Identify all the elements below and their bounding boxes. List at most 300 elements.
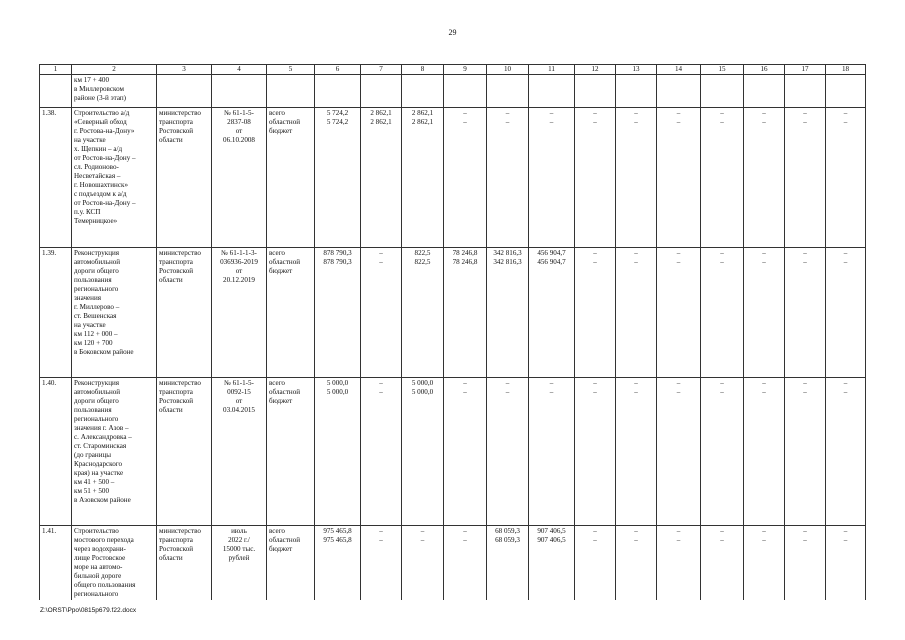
funding-source-line: всего	[269, 527, 285, 535]
object-name-line: бильной дороге	[74, 572, 122, 580]
column-number: 16	[744, 65, 785, 75]
value-cell	[444, 108, 487, 248]
column-number: 11	[529, 65, 575, 75]
object-name-line: г. Миллерово –	[74, 303, 120, 311]
value: –	[803, 379, 807, 387]
value: –	[549, 109, 554, 117]
value: –	[803, 249, 807, 257]
value-cell	[444, 526, 487, 601]
value: 822,5	[414, 249, 431, 257]
value-cell	[402, 108, 444, 248]
value: –	[843, 388, 848, 396]
column-number: 14	[657, 65, 701, 75]
value: –	[762, 527, 766, 535]
funding-source-line: областной	[269, 536, 301, 544]
empty-cell	[744, 75, 785, 108]
value-cell	[361, 526, 402, 601]
value: –	[593, 118, 597, 126]
document-ref-line: 20.12.2019	[223, 276, 255, 284]
column-number: 9	[444, 65, 487, 75]
column-number: 1	[40, 65, 72, 75]
value: –	[803, 527, 807, 535]
object-name-line: (до границы	[74, 451, 112, 459]
value: –	[762, 109, 766, 117]
object-name-line: пользования	[74, 406, 112, 414]
customer	[157, 378, 212, 526]
empty-cell	[444, 75, 487, 108]
value: –	[505, 379, 510, 387]
table-row	[40, 108, 866, 248]
document-ref-line: от	[235, 267, 243, 275]
value: –	[720, 527, 724, 535]
continued-name-line: км 17 + 400	[74, 76, 109, 84]
value-cell	[315, 248, 361, 378]
value: –	[762, 388, 766, 396]
value-cell	[529, 526, 575, 601]
value: 975 465,8	[323, 527, 352, 535]
value-cell	[657, 248, 701, 378]
value: –	[463, 527, 467, 535]
value: 878 790,3	[323, 249, 352, 257]
document-ref	[212, 378, 267, 526]
object-name-line: г. Ростова-на-Дону»	[74, 127, 135, 135]
value: 975 465,8	[323, 536, 352, 544]
empty-cell	[826, 75, 866, 108]
value: –	[676, 258, 681, 266]
empty-cell	[529, 75, 575, 108]
value: –	[549, 379, 554, 387]
value: –	[720, 109, 724, 117]
object-name-line: дороги общего	[74, 397, 119, 405]
customer-line: Ростовской	[159, 267, 194, 275]
value: –	[720, 536, 724, 544]
value-cell	[575, 378, 616, 526]
object-name	[72, 108, 157, 248]
value-cell	[575, 108, 616, 248]
empty-cell	[402, 75, 444, 108]
value-cell	[575, 526, 616, 601]
object-name-line: Реконструкция	[74, 379, 120, 387]
value-cell	[444, 378, 487, 526]
customer-line: Ростовской	[159, 127, 194, 135]
value: –	[593, 388, 597, 396]
value: 907 406,5	[537, 536, 566, 544]
value-cell	[785, 526, 826, 601]
object-name-line: пользования	[74, 276, 112, 284]
page-number: 29	[448, 28, 457, 37]
value: –	[803, 258, 807, 266]
object-name-line: км 120 + 700	[74, 339, 113, 347]
value: –	[676, 527, 681, 535]
object-name-line: км 41 + 500 –	[74, 478, 115, 486]
object-name-line: на участке	[74, 136, 106, 144]
object-name-line: ст. Вешенская	[74, 312, 117, 320]
value-cell	[402, 378, 444, 526]
column-number: 10	[487, 65, 529, 75]
customer-line: области	[159, 136, 183, 144]
value-cell	[785, 248, 826, 378]
object-name-line: на участке	[74, 321, 106, 329]
object-name-line: значения г. Азов –	[74, 424, 129, 432]
document-ref-line: июль	[231, 527, 247, 535]
customer-line: министерство	[159, 109, 201, 117]
object-name-line: лище Ростовское	[74, 554, 126, 562]
object-name-line: через водохрани-	[74, 545, 126, 553]
object-name-line: мостового перехода	[74, 536, 134, 544]
value-cell	[744, 378, 785, 526]
empty-cell	[361, 75, 402, 108]
value-cell	[529, 108, 575, 248]
object-name-line: регионального	[74, 590, 119, 598]
column-number: 13	[616, 65, 657, 75]
value: –	[593, 536, 597, 544]
funding-source-line: всего	[269, 249, 285, 257]
object-name-line: регионального	[74, 415, 119, 423]
document-ref-line: от	[235, 397, 243, 405]
empty-cell	[575, 75, 616, 108]
customer-line: Ростовской	[159, 397, 194, 405]
value: –	[549, 118, 554, 126]
object-name-line: значения	[74, 294, 102, 302]
value-cell	[826, 526, 866, 601]
column-number: 18	[826, 65, 866, 75]
value: –	[803, 388, 807, 396]
value: 68 059,3	[495, 536, 520, 544]
value: 2 862,1	[411, 118, 434, 126]
value: –	[634, 388, 638, 396]
value: –	[803, 536, 807, 544]
document-ref-line: 036936-2019	[220, 258, 258, 266]
document-ref-line: 06.10.2008	[223, 136, 255, 144]
object-name-line: Строительство	[74, 527, 119, 535]
value-cell	[529, 378, 575, 526]
value: –	[463, 109, 467, 117]
value: 907 406,5	[537, 527, 566, 535]
object-name-line: Темерницкое»	[74, 217, 118, 225]
value: –	[505, 388, 510, 396]
object-name-line: с. Александровка –	[74, 433, 132, 441]
value: –	[634, 249, 638, 257]
value: –	[593, 249, 597, 257]
value-cell	[402, 248, 444, 378]
document-ref	[212, 248, 267, 378]
column-number: 3	[157, 65, 212, 75]
value-cell	[657, 378, 701, 526]
value: –	[463, 379, 467, 387]
item-number: 1.39.	[40, 248, 72, 378]
object-name-line: х. Щепкин – а/д	[74, 145, 123, 153]
funding-source-line: всего	[269, 109, 285, 117]
value: –	[676, 388, 681, 396]
value: –	[634, 258, 638, 266]
value-cell	[744, 108, 785, 248]
value: –	[549, 388, 554, 396]
empty-cell	[212, 75, 267, 108]
document-ref-line: 2022 г./	[228, 536, 250, 544]
value: –	[505, 118, 510, 126]
value-cell	[361, 248, 402, 378]
value: –	[676, 118, 681, 126]
funding-source	[267, 378, 315, 526]
document-ref	[212, 526, 267, 601]
object-name-line: ст. Староминская	[74, 442, 127, 450]
table-row	[40, 526, 866, 601]
object-name-line: в Азовском районе	[74, 496, 131, 504]
customer-line: транспорта	[159, 258, 193, 266]
funding-source-line: областной	[269, 258, 301, 266]
value-cell	[575, 248, 616, 378]
object-name-line: «Северный обход	[74, 118, 127, 126]
value: –	[420, 527, 425, 535]
value: –	[843, 118, 848, 126]
object-name-line: км 51 + 500	[74, 487, 109, 495]
column-number: 12	[575, 65, 616, 75]
value: –	[843, 527, 848, 535]
column-number: 15	[701, 65, 744, 75]
value: –	[379, 536, 383, 544]
item-number: 1.41.	[40, 526, 72, 601]
value: –	[676, 109, 681, 117]
customer-line: транспорта	[159, 118, 193, 126]
value: 878 790,3	[323, 258, 352, 266]
customer	[157, 526, 212, 601]
value: –	[676, 379, 681, 387]
value-cell	[487, 378, 529, 526]
empty-cell	[267, 75, 315, 108]
funding-source	[267, 526, 315, 601]
value: –	[676, 536, 681, 544]
value: 456 904,7	[537, 258, 566, 266]
value: 822,5	[414, 258, 431, 266]
object-name-line: км 112 + 000 –	[74, 330, 118, 338]
document-ref-line: № 61-1-5-	[224, 109, 254, 117]
value: –	[593, 258, 597, 266]
empty-cell	[657, 75, 701, 108]
value: –	[505, 109, 510, 117]
document-ref-line: 2837-08	[227, 118, 251, 126]
value: –	[634, 527, 638, 535]
value: –	[634, 118, 638, 126]
value: –	[420, 536, 425, 544]
funding-source-line: бюджет	[269, 127, 293, 135]
value: –	[379, 379, 383, 387]
object-name-line: автомобильной	[74, 388, 121, 396]
header-row	[40, 65, 866, 75]
value: 2 862,1	[370, 118, 392, 126]
continued-name-line: районе (3-й этап)	[74, 94, 127, 102]
value-cell	[701, 248, 744, 378]
value-cell	[744, 526, 785, 601]
value: –	[843, 109, 848, 117]
value: –	[803, 118, 807, 126]
customer-line: министерство	[159, 249, 201, 257]
value: 342 816,3	[493, 249, 522, 257]
value: 5 000,0	[326, 379, 349, 387]
value: –	[593, 527, 597, 535]
customer-line: области	[159, 554, 183, 562]
object-name-line: автомобильной	[74, 258, 121, 266]
object-name-line: Несветайская –	[74, 172, 121, 180]
value: –	[634, 109, 638, 117]
empty-cell	[40, 75, 72, 108]
value-cell	[616, 526, 657, 601]
item-number: 1.40.	[40, 378, 72, 526]
value: –	[379, 249, 383, 257]
value: 78 246,8	[452, 258, 478, 266]
column-number: 5	[267, 65, 315, 75]
value-cell	[487, 526, 529, 601]
value: –	[843, 536, 848, 544]
object-name-line: дороги общего	[74, 267, 119, 275]
object-name-line: с подъездом к а/д	[74, 190, 127, 198]
value-cell	[657, 108, 701, 248]
empty-cell	[315, 75, 361, 108]
value-cell	[315, 108, 361, 248]
value: –	[676, 249, 681, 257]
funding-source-line: всего	[269, 379, 285, 387]
object-name	[72, 248, 157, 378]
value-cell	[785, 378, 826, 526]
column-number: 6	[315, 65, 361, 75]
document-ref-line: рублей	[228, 554, 250, 562]
value: –	[843, 249, 848, 257]
funding-source-line: бюджет	[269, 545, 293, 553]
table-row	[40, 248, 866, 378]
value: 5 000,0	[326, 388, 349, 396]
object-name-line: море на автомо-	[74, 563, 123, 571]
value-cell	[361, 108, 402, 248]
table-row	[40, 378, 866, 526]
value-cell	[529, 248, 575, 378]
value: –	[762, 258, 766, 266]
value-cell	[616, 108, 657, 248]
object-name-line: от Ростов-на-Дону –	[74, 154, 136, 162]
customer-line: транспорта	[159, 388, 193, 396]
value: –	[843, 379, 848, 387]
empty-cell	[701, 75, 744, 108]
value-cell	[701, 378, 744, 526]
column-number: 2	[72, 65, 157, 75]
value-cell	[701, 526, 744, 601]
object-name-line: регионального	[74, 285, 119, 293]
value: –	[379, 388, 383, 396]
document-ref-line: № 61-1-5-	[224, 379, 254, 387]
value: 2 862,1	[411, 109, 434, 117]
document-ref-line: № 61-1-1-3-	[221, 249, 257, 257]
item-number: 1.38.	[40, 108, 72, 248]
value: –	[762, 536, 766, 544]
value: –	[593, 379, 597, 387]
value: 78 246,8	[452, 249, 478, 257]
file-path-footer: Z:\ORST\Ppo\0815p679.f22.docx	[40, 607, 137, 614]
funding-source-line: областной	[269, 388, 301, 396]
value-cell	[657, 526, 701, 601]
value-cell	[361, 378, 402, 526]
empty-cell	[157, 75, 212, 108]
value: –	[379, 258, 383, 266]
program-table	[39, 64, 866, 600]
value-cell	[826, 378, 866, 526]
value: 5 724,2	[326, 118, 349, 126]
object-name-line: края) на участке	[74, 469, 124, 477]
continued-name	[72, 75, 157, 108]
value: –	[463, 536, 467, 544]
empty-cell	[487, 75, 529, 108]
continued-name-line: в Миллеровском	[74, 85, 124, 93]
document-ref-line: от	[235, 127, 243, 135]
column-number: 4	[212, 65, 267, 75]
value: 5 000,0	[411, 388, 434, 396]
value-cell	[785, 108, 826, 248]
column-number: 7	[361, 65, 402, 75]
customer-line: области	[159, 276, 183, 284]
value: 456 904,7	[537, 249, 566, 257]
object-name-line: г. Новошахтинск»	[74, 181, 128, 189]
document-ref-line: 03.04.2015	[223, 406, 255, 414]
object-name	[72, 526, 157, 601]
funding-source-line: бюджет	[269, 397, 293, 405]
value-cell	[487, 108, 529, 248]
value: 5 724,2	[326, 109, 349, 117]
customer-line: министерство	[159, 379, 201, 387]
object-name-line: от Ростов-на-Дону –	[74, 199, 136, 207]
value: –	[720, 258, 724, 266]
value: 5 000,0	[411, 379, 434, 387]
continuation-row	[40, 75, 866, 108]
value-cell	[315, 378, 361, 526]
funding-source	[267, 248, 315, 378]
customer-line: Ростовской	[159, 545, 194, 553]
object-name-line: в Боковском районе	[74, 348, 134, 356]
empty-cell	[616, 75, 657, 108]
value: 342 816,3	[493, 258, 522, 266]
object-name-line: Краснодарского	[74, 460, 123, 468]
value: –	[762, 118, 766, 126]
document-ref	[212, 108, 267, 248]
customer	[157, 108, 212, 248]
value-cell	[701, 108, 744, 248]
value: –	[762, 379, 766, 387]
value-cell	[444, 248, 487, 378]
empty-cell	[785, 75, 826, 108]
value: –	[720, 249, 724, 257]
funding-source-line: областной	[269, 118, 301, 126]
value: –	[843, 258, 848, 266]
value-cell	[402, 526, 444, 601]
value-cell	[826, 248, 866, 378]
customer-line: транспорта	[159, 536, 193, 544]
column-number: 17	[785, 65, 826, 75]
value: –	[379, 527, 383, 535]
value: –	[720, 379, 724, 387]
object-name-line: сл. Родионово-	[74, 163, 119, 171]
value: 68 059,3	[495, 527, 520, 535]
funding-source	[267, 108, 315, 248]
object-name	[72, 378, 157, 526]
customer	[157, 248, 212, 378]
value-cell	[616, 248, 657, 378]
value: –	[463, 118, 467, 126]
object-name-line: Строительство а/д	[74, 109, 130, 117]
object-name-line: п.у. КСП	[74, 208, 101, 216]
document-ref-line: 0092-15	[227, 388, 251, 396]
value-cell	[487, 248, 529, 378]
value-cell	[315, 526, 361, 601]
value: 2 862,1	[370, 109, 392, 117]
value: –	[720, 118, 724, 126]
value: –	[593, 109, 597, 117]
object-name-line: общего пользования	[74, 581, 136, 589]
